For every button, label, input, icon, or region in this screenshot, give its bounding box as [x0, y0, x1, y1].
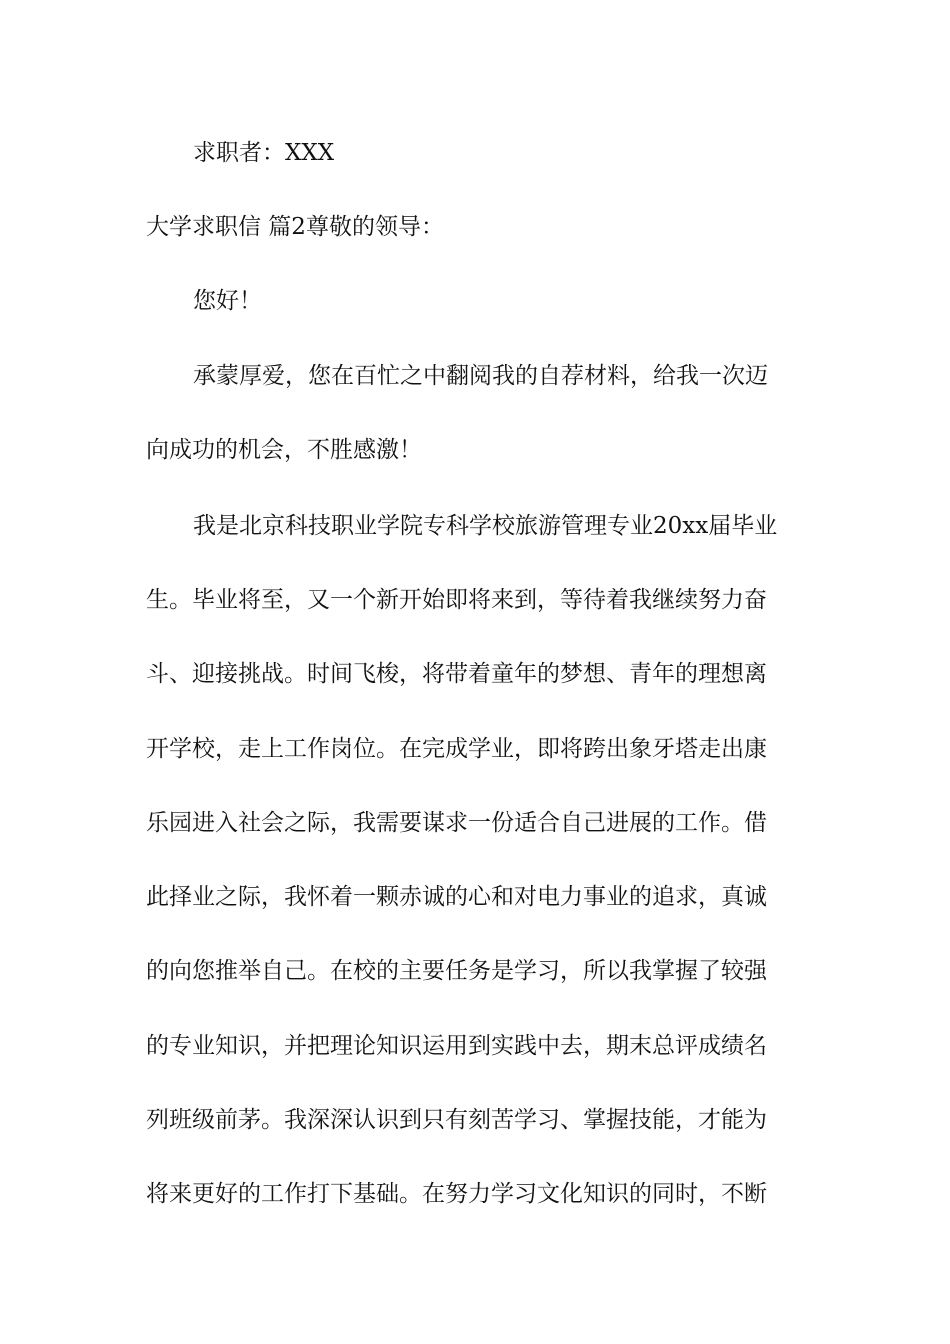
signature-line: 求职者：XXX [193, 140, 335, 166]
paragraph-line: 我是北京科技职业学院专科学校旅游管理专业20xx届毕业 [193, 513, 778, 539]
paragraph-line: 的向您推举自己。在校的主要任务是学习，所以我掌握了较强 [146, 958, 767, 984]
paragraph-line: 斗、迎接挑战。时间飞梭，将带着童年的梦想、青年的理想离 [146, 661, 767, 687]
paragraph-line: 乐园进入社会之际，我需要谋求一份适合自己进展的工作。借 [146, 810, 767, 836]
paragraph-line: 向成功的机会，不胜感激！ [146, 437, 422, 463]
paragraph-line: 开学校，走上工作岗位。在完成学业，即将跨出象牙塔走出康 [146, 736, 767, 762]
paragraph-line: 承蒙厚爱，您在百忙之中翻阅我的自荐材料，给我一次迈 [193, 363, 768, 389]
greeting-line: 您好！ [193, 288, 262, 314]
paragraph-line: 的专业知识，并把理论知识运用到实践中去，期末总评成绩名 [146, 1033, 767, 1059]
paragraph-line: 将来更好的工作打下基础。在努力学习文化知识的同时，不断 [146, 1181, 767, 1207]
letter-heading: 大学求职信 篇2尊敬的领导： [146, 214, 444, 240]
paragraph-line: 列班级前茅。我深深认识到只有刻苦学习、掌握技能，才能为 [146, 1107, 767, 1133]
paragraph-line: 此择业之际，我怀着一颗赤诚的心和对电力事业的追求，真诚 [146, 884, 767, 910]
paragraph-line: 生。毕业将至，又一个新开始即将来到，等待着我继续努力奋 [146, 587, 767, 613]
